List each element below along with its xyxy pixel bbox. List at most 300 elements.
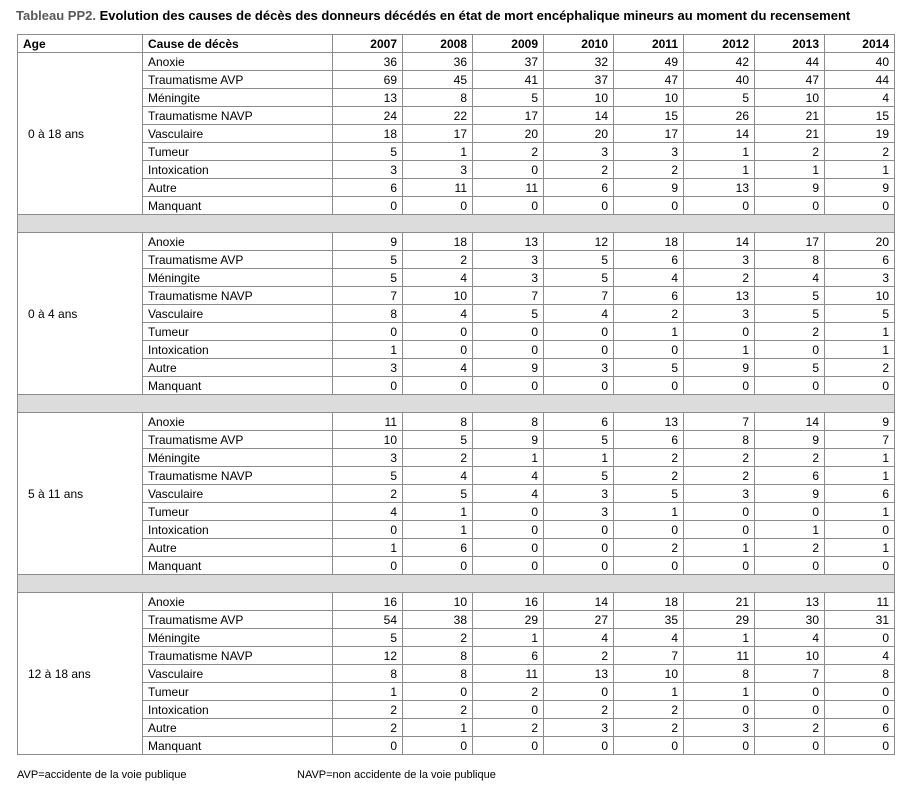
value-cell: 9 — [755, 179, 825, 197]
value-cell: 3 — [684, 305, 755, 323]
value-cell: 3 — [684, 251, 755, 269]
header-row — [18, 35, 895, 53]
cause-cell: Manquant — [143, 197, 333, 215]
footnote-navp: NAVP=non accidente de la voie publique — [297, 769, 496, 781]
value-cell: 3 — [825, 269, 895, 287]
value-cell: 0 — [473, 503, 544, 521]
group-separator-row — [18, 575, 895, 593]
cause-cell: Traumatisme AVP — [143, 71, 333, 89]
value-cell: 0 — [473, 197, 544, 215]
value-cell: 17 — [614, 125, 684, 143]
value-cell: 18 — [403, 233, 473, 251]
value-cell: 1 — [825, 449, 895, 467]
value-cell: 37 — [544, 71, 614, 89]
cause-cell: Manquant — [143, 557, 333, 575]
value-cell: 15 — [825, 107, 895, 125]
value-cell: 2 — [825, 143, 895, 161]
value-cell: 0 — [403, 377, 473, 395]
value-cell: 13 — [473, 233, 544, 251]
value-cell: 9 — [614, 179, 684, 197]
cause-cell: Traumatisme AVP — [143, 251, 333, 269]
cause-cell: Anoxie — [143, 593, 333, 611]
value-cell: 36 — [403, 53, 473, 71]
value-cell: 11 — [333, 413, 403, 431]
value-cell: 11 — [684, 647, 755, 665]
value-cell: 2 — [755, 143, 825, 161]
cause-cell: Méningite — [143, 449, 333, 467]
value-cell: 1 — [684, 341, 755, 359]
value-cell: 14 — [755, 413, 825, 431]
value-cell: 9 — [684, 359, 755, 377]
value-cell: 0 — [825, 377, 895, 395]
value-cell: 13 — [684, 287, 755, 305]
value-cell: 0 — [544, 557, 614, 575]
value-cell: 0 — [333, 737, 403, 755]
value-cell: 0 — [403, 683, 473, 701]
value-cell: 2 — [333, 485, 403, 503]
value-cell: 0 — [825, 701, 895, 719]
cause-cell: Vasculaire — [143, 665, 333, 683]
cause-cell: Traumatisme NAVP — [143, 107, 333, 125]
value-cell: 11 — [473, 665, 544, 683]
value-cell: 4 — [825, 647, 895, 665]
value-cell: 6 — [755, 467, 825, 485]
causes-table — [17, 34, 895, 755]
cause-cell: Méningite — [143, 629, 333, 647]
value-cell: 1 — [403, 503, 473, 521]
cause-cell: Autre — [143, 539, 333, 557]
value-cell: 5 — [614, 359, 684, 377]
value-cell: 29 — [473, 611, 544, 629]
value-cell: 0 — [333, 323, 403, 341]
value-cell: 2 — [403, 701, 473, 719]
value-cell: 5 — [544, 431, 614, 449]
value-cell: 10 — [614, 665, 684, 683]
value-cell: 7 — [473, 287, 544, 305]
footnote-avp: AVP=accidente de la voie publique — [17, 769, 187, 781]
value-cell: 4 — [403, 467, 473, 485]
value-cell: 12 — [333, 647, 403, 665]
value-cell: 3 — [333, 449, 403, 467]
value-cell: 6 — [614, 287, 684, 305]
table-row — [18, 341, 895, 359]
group-separator-row — [18, 215, 895, 233]
value-cell: 0 — [684, 521, 755, 539]
value-cell: 69 — [333, 71, 403, 89]
table-row — [18, 287, 895, 305]
value-cell: 16 — [473, 593, 544, 611]
value-cell: 5 — [614, 485, 684, 503]
value-cell: 8 — [333, 305, 403, 323]
header-year: 2012 — [684, 35, 755, 53]
value-cell: 13 — [755, 593, 825, 611]
value-cell: 1 — [755, 161, 825, 179]
table-title — [16, 8, 850, 23]
value-cell: 1 — [825, 503, 895, 521]
value-cell: 2 — [473, 683, 544, 701]
value-cell: 8 — [684, 431, 755, 449]
value-cell: 17 — [755, 233, 825, 251]
value-cell: 32 — [544, 53, 614, 71]
value-cell: 13 — [544, 665, 614, 683]
cause-cell: Manquant — [143, 377, 333, 395]
value-cell: 0 — [473, 557, 544, 575]
cause-cell: Méningite — [143, 89, 333, 107]
value-cell: 5 — [403, 431, 473, 449]
value-cell: 3 — [333, 359, 403, 377]
cause-cell: Vasculaire — [143, 305, 333, 323]
value-cell: 8 — [825, 665, 895, 683]
value-cell: 3 — [473, 269, 544, 287]
value-cell: 0 — [544, 683, 614, 701]
value-cell: 0 — [473, 539, 544, 557]
value-cell: 8 — [403, 89, 473, 107]
value-cell: 5 — [544, 269, 614, 287]
value-cell: 10 — [825, 287, 895, 305]
value-cell: 5 — [333, 467, 403, 485]
value-cell: 9 — [825, 413, 895, 431]
value-cell: 0 — [403, 197, 473, 215]
value-cell: 0 — [614, 341, 684, 359]
value-cell: 0 — [684, 737, 755, 755]
table-row — [18, 647, 895, 665]
cause-cell: Intoxication — [143, 701, 333, 719]
value-cell: 1 — [684, 539, 755, 557]
value-cell: 4 — [614, 269, 684, 287]
value-cell: 5 — [333, 629, 403, 647]
value-cell: 7 — [333, 287, 403, 305]
value-cell: 5 — [544, 251, 614, 269]
value-cell: 2 — [403, 251, 473, 269]
table-row — [18, 413, 895, 431]
value-cell: 0 — [755, 557, 825, 575]
value-cell: 13 — [684, 179, 755, 197]
value-cell: 1 — [544, 449, 614, 467]
value-cell: 4 — [825, 89, 895, 107]
value-cell: 9 — [755, 485, 825, 503]
value-cell: 0 — [473, 341, 544, 359]
value-cell: 3 — [544, 143, 614, 161]
value-cell: 0 — [755, 377, 825, 395]
value-cell: 0 — [473, 323, 544, 341]
value-cell: 16 — [333, 593, 403, 611]
value-cell: 1 — [825, 539, 895, 557]
value-cell: 8 — [473, 413, 544, 431]
group-separator — [18, 395, 895, 413]
value-cell: 0 — [544, 521, 614, 539]
value-cell: 2 — [755, 449, 825, 467]
value-cell: 5 — [333, 143, 403, 161]
table-row — [18, 485, 895, 503]
value-cell: 1 — [403, 143, 473, 161]
value-cell: 2 — [403, 629, 473, 647]
value-cell: 0 — [614, 521, 684, 539]
value-cell: 17 — [473, 107, 544, 125]
group-separator-row — [18, 395, 895, 413]
value-cell: 5 — [755, 359, 825, 377]
cause-cell: Traumatisme NAVP — [143, 647, 333, 665]
value-cell: 37 — [473, 53, 544, 71]
value-cell: 1 — [684, 143, 755, 161]
value-cell: 24 — [333, 107, 403, 125]
value-cell: 44 — [755, 53, 825, 71]
value-cell: 1 — [473, 629, 544, 647]
value-cell: 2 — [333, 719, 403, 737]
value-cell: 0 — [544, 377, 614, 395]
value-cell: 1 — [825, 161, 895, 179]
value-cell: 8 — [333, 665, 403, 683]
value-cell: 0 — [403, 737, 473, 755]
value-cell: 21 — [684, 593, 755, 611]
value-cell: 10 — [544, 89, 614, 107]
value-cell: 47 — [755, 71, 825, 89]
value-cell: 0 — [684, 377, 755, 395]
table-row — [18, 521, 895, 539]
value-cell: 18 — [333, 125, 403, 143]
cause-cell: Traumatisme NAVP — [143, 467, 333, 485]
value-cell: 0 — [333, 521, 403, 539]
value-cell: 1 — [684, 683, 755, 701]
value-cell: 10 — [614, 89, 684, 107]
value-cell: 3 — [333, 161, 403, 179]
value-cell: 3 — [684, 719, 755, 737]
value-cell: 0 — [684, 701, 755, 719]
value-cell: 0 — [473, 521, 544, 539]
table-row — [18, 251, 895, 269]
value-cell: 2 — [333, 701, 403, 719]
table-title-text: Evolution des causes de décès des donneurs décédés en état de mort encéphalique mineurs au moment du recensement — [99, 8, 851, 23]
value-cell: 10 — [403, 593, 473, 611]
cause-cell: Autre — [143, 179, 333, 197]
table-row — [18, 161, 895, 179]
value-cell: 7 — [614, 647, 684, 665]
value-cell: 8 — [403, 647, 473, 665]
value-cell: 0 — [544, 341, 614, 359]
value-cell: 2 — [614, 467, 684, 485]
header-year: 2014 — [825, 35, 895, 53]
age-group-label: 5 à 11 ans — [18, 413, 143, 575]
value-cell: 4 — [403, 305, 473, 323]
value-cell: 13 — [333, 89, 403, 107]
value-cell: 0 — [825, 197, 895, 215]
value-cell: 31 — [825, 611, 895, 629]
value-cell: 1 — [333, 341, 403, 359]
value-cell: 0 — [403, 341, 473, 359]
value-cell: 6 — [333, 179, 403, 197]
value-cell: 0 — [755, 197, 825, 215]
value-cell: 0 — [684, 557, 755, 575]
table-row — [18, 125, 895, 143]
value-cell: 8 — [684, 665, 755, 683]
value-cell: 0 — [473, 377, 544, 395]
value-cell: 2 — [614, 539, 684, 557]
value-cell: 6 — [825, 719, 895, 737]
table-row — [18, 143, 895, 161]
header-year: 2009 — [473, 35, 544, 53]
header-year: 2010 — [544, 35, 614, 53]
value-cell: 5 — [333, 269, 403, 287]
value-cell: 0 — [684, 197, 755, 215]
header-year: 2011 — [614, 35, 684, 53]
table-row — [18, 539, 895, 557]
value-cell: 14 — [684, 125, 755, 143]
value-cell: 3 — [614, 143, 684, 161]
table-row — [18, 719, 895, 737]
value-cell: 2 — [544, 161, 614, 179]
cause-cell: Vasculaire — [143, 125, 333, 143]
value-cell: 40 — [684, 71, 755, 89]
table-row — [18, 431, 895, 449]
value-cell: 21 — [755, 107, 825, 125]
value-cell: 7 — [684, 413, 755, 431]
value-cell: 0 — [614, 377, 684, 395]
cause-cell: Anoxie — [143, 53, 333, 71]
value-cell: 4 — [473, 467, 544, 485]
value-cell: 2 — [403, 449, 473, 467]
value-cell: 35 — [614, 611, 684, 629]
value-cell: 17 — [403, 125, 473, 143]
value-cell: 10 — [333, 431, 403, 449]
table-row — [18, 197, 895, 215]
header-year: 2008 — [403, 35, 473, 53]
value-cell: 2 — [755, 719, 825, 737]
value-cell: 5 — [755, 287, 825, 305]
table-row — [18, 629, 895, 647]
value-cell: 19 — [825, 125, 895, 143]
value-cell: 2 — [473, 719, 544, 737]
table-row — [18, 593, 895, 611]
value-cell: 0 — [473, 161, 544, 179]
table-row — [18, 467, 895, 485]
table-row — [18, 107, 895, 125]
value-cell: 14 — [544, 107, 614, 125]
table-row — [18, 449, 895, 467]
value-cell: 4 — [544, 305, 614, 323]
value-cell: 0 — [544, 539, 614, 557]
value-cell: 0 — [544, 197, 614, 215]
cause-cell: Anoxie — [143, 413, 333, 431]
value-cell: 10 — [755, 647, 825, 665]
value-cell: 11 — [473, 179, 544, 197]
table-row — [18, 737, 895, 755]
value-cell: 2 — [544, 701, 614, 719]
value-cell: 47 — [614, 71, 684, 89]
value-cell: 54 — [333, 611, 403, 629]
value-cell: 0 — [333, 197, 403, 215]
value-cell: 3 — [544, 719, 614, 737]
value-cell: 0 — [825, 629, 895, 647]
cause-cell: Traumatisme NAVP — [143, 287, 333, 305]
value-cell: 0 — [684, 323, 755, 341]
value-cell: 4 — [755, 629, 825, 647]
value-cell: 7 — [755, 665, 825, 683]
value-cell: 0 — [333, 377, 403, 395]
value-cell: 41 — [473, 71, 544, 89]
age-group-label: 0 à 4 ans — [18, 233, 143, 395]
value-cell: 0 — [755, 737, 825, 755]
value-cell: 6 — [403, 539, 473, 557]
table-row — [18, 683, 895, 701]
value-cell: 4 — [333, 503, 403, 521]
value-cell: 6 — [825, 485, 895, 503]
value-cell: 5 — [473, 305, 544, 323]
value-cell: 3 — [544, 359, 614, 377]
value-cell: 4 — [473, 485, 544, 503]
age-group-label: 0 à 18 ans — [18, 53, 143, 215]
value-cell: 1 — [684, 161, 755, 179]
value-cell: 26 — [684, 107, 755, 125]
value-cell: 10 — [403, 287, 473, 305]
cause-cell: Tumeur — [143, 503, 333, 521]
header-year: 2007 — [333, 35, 403, 53]
value-cell: 2 — [614, 719, 684, 737]
value-cell: 5 — [403, 485, 473, 503]
value-cell: 2 — [755, 539, 825, 557]
value-cell: 0 — [473, 737, 544, 755]
table-row — [18, 269, 895, 287]
header-year: 2013 — [755, 35, 825, 53]
value-cell: 0 — [825, 521, 895, 539]
value-cell: 14 — [544, 593, 614, 611]
value-cell: 0 — [614, 557, 684, 575]
cause-cell: Tumeur — [143, 323, 333, 341]
value-cell: 0 — [755, 503, 825, 521]
value-cell: 8 — [403, 413, 473, 431]
value-cell: 2 — [755, 323, 825, 341]
value-cell: 2 — [684, 449, 755, 467]
value-cell: 42 — [684, 53, 755, 71]
value-cell: 1 — [614, 323, 684, 341]
value-cell: 1 — [473, 449, 544, 467]
value-cell: 45 — [403, 71, 473, 89]
value-cell: 4 — [544, 629, 614, 647]
table-row — [18, 305, 895, 323]
table-row — [18, 557, 895, 575]
value-cell: 0 — [544, 737, 614, 755]
value-cell: 29 — [684, 611, 755, 629]
value-cell: 0 — [825, 683, 895, 701]
value-cell: 1 — [333, 539, 403, 557]
value-cell: 7 — [544, 287, 614, 305]
value-cell: 4 — [614, 629, 684, 647]
value-cell: 9 — [473, 359, 544, 377]
table-row — [18, 377, 895, 395]
value-cell: 13 — [614, 413, 684, 431]
cause-cell: Tumeur — [143, 683, 333, 701]
value-cell: 3 — [473, 251, 544, 269]
cause-cell: Traumatisme AVP — [143, 431, 333, 449]
value-cell: 4 — [403, 359, 473, 377]
group-separator — [18, 215, 895, 233]
value-cell: 12 — [544, 233, 614, 251]
cause-cell: Autre — [143, 359, 333, 377]
value-cell: 30 — [755, 611, 825, 629]
value-cell: 2 — [684, 467, 755, 485]
value-cell: 0 — [755, 341, 825, 359]
value-cell: 5 — [333, 251, 403, 269]
value-cell: 2 — [825, 359, 895, 377]
group-separator — [18, 575, 895, 593]
value-cell: 11 — [403, 179, 473, 197]
value-cell: 18 — [614, 233, 684, 251]
value-cell: 1 — [403, 719, 473, 737]
cause-cell: Intoxication — [143, 161, 333, 179]
value-cell: 4 — [755, 269, 825, 287]
value-cell: 3 — [403, 161, 473, 179]
value-cell: 1 — [333, 683, 403, 701]
cause-cell: Méningite — [143, 269, 333, 287]
value-cell: 9 — [473, 431, 544, 449]
